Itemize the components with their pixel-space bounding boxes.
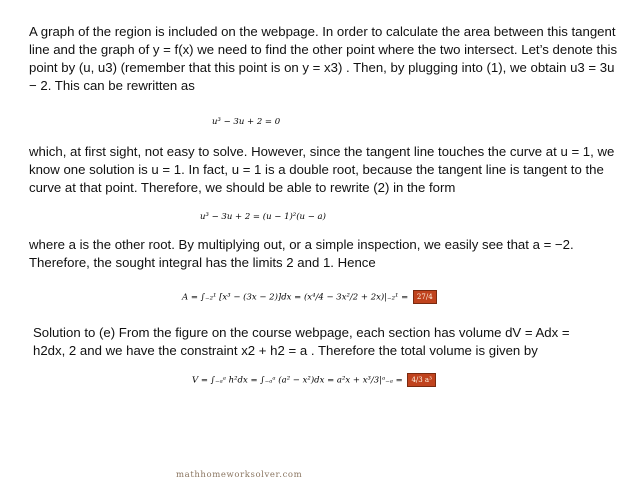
volume-result-box: 4/3 a³ xyxy=(407,373,435,387)
equation-area-text: A = ∫₋₂¹ [x³ − (3x − 2)]dx = (x⁴/4 − 3x²/2 + 2x)|₋₂¹ = xyxy=(182,292,409,303)
equation-cubic xyxy=(212,116,280,128)
equation-volume-integral xyxy=(192,373,436,387)
area-result-box: 27/4 xyxy=(413,290,437,304)
paragraph-double-root: which, at first sight, not easy to solve. However, since the tangent line touches the curve at u = 1, we know one solution is u = 1. In fact, u = 1 is a double root, because the tangent line is tangent to the curve at that point. Therefore, we should be able to rewrite (2) in the form xyxy=(29,144,615,195)
equation-volume-text: V = ∫₋ₐᵃ h²dx = ∫₋ₐᵃ (a² − x²)dx = a²x + x³/3|ᵃ₋ₐ = xyxy=(192,375,403,386)
paragraph-intersection: A graph of the region is included on the webpage. In order to calculate the area between this tangent line and the graph of y = f(x) we need to find the other point where the two intersect. Let’s denote this point by (u, u3) (remember that this point is on y = x3) . Then, by plugging into (1), we obtain u3 = 3u − 2. This can be rewritten as xyxy=(29,24,618,93)
equation-area-integral xyxy=(182,290,437,304)
footer-site-link[interactable]: mathhomeworksolver.com xyxy=(176,470,303,480)
equation-factored xyxy=(200,211,326,223)
equation-cubic-text: u³ − 3u + 2 = 0 xyxy=(212,117,281,127)
equation-factored-text: u³ − 3u + 2 = (u − 1)²(u − a) xyxy=(200,212,326,222)
paragraph-other-root: where a is the other root. By multiplying out, or a simple inspection, we easily see that a = −2. Therefore, the sought integral has the limits 2 and 1. Hence xyxy=(29,237,574,270)
paragraph-solution-e: Solution to (e) From the figure on the course webpage, each section has volume dV = Adx = h2dx, 2 and we have the constraint x2 + h2 = a . Therefore the total volume is given by xyxy=(33,325,570,358)
